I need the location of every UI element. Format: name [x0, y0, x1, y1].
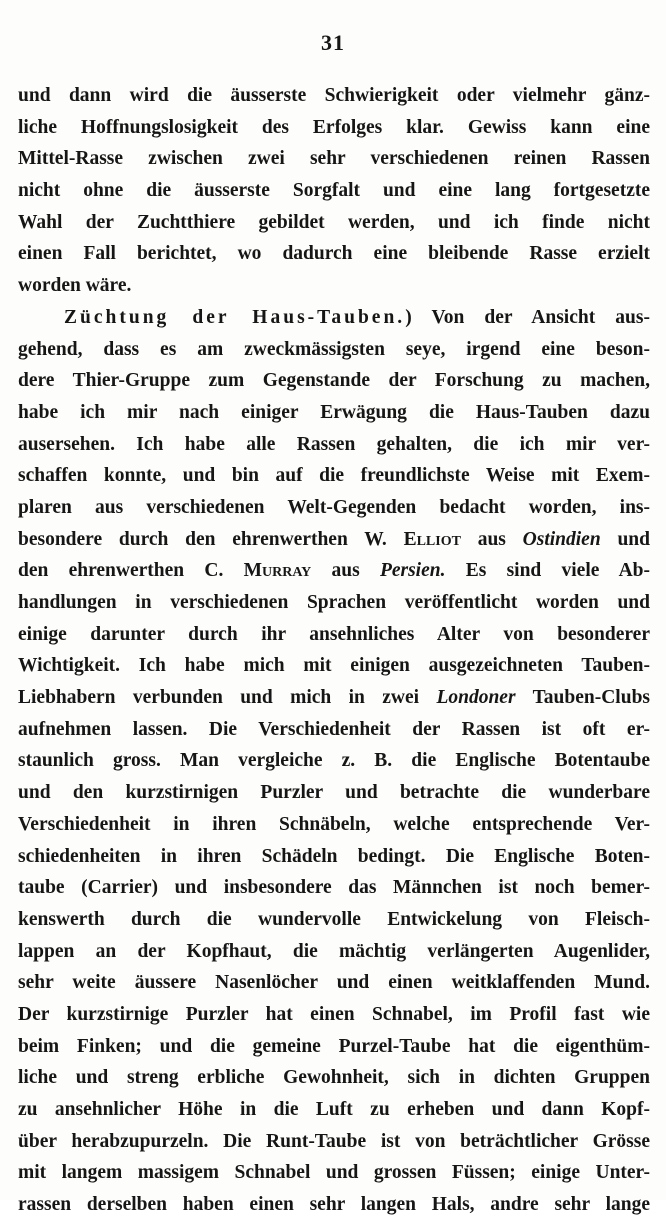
person-name: Murray: [243, 560, 312, 582]
text-line: nicht ohne die äusserste Sorgfalt und eine lang fortgesetzte: [18, 180, 650, 202]
text-span: aus: [460, 528, 523, 550]
text-line: schiedenheiten in ihren Schädeln bedingt. Die Englische Boten-: [18, 845, 650, 867]
place-name: Ostindien: [522, 528, 601, 550]
text-line: Der kurzstirnige Purzler hat einen Schnabel, im Profil fast wie: [18, 1003, 650, 1025]
text-line: einige darunter durch ihr ansehnliches Alter von besonderer: [18, 623, 650, 645]
text-line: [18, 555, 650, 587]
section-heading: Züchtung der Haus-Tauben.: [64, 306, 406, 328]
section-heading-line: [18, 302, 650, 334]
text-line: taube (Carrier) und insbesondere das Männchen ist noch bemer-: [18, 877, 650, 899]
text-line: über herabzupurzeln. Die Runt-Taube ist von beträchtlicher Grösse: [18, 1130, 650, 1152]
text-line: und dann wird die äusserste Schwierigkeit oder vielmehr gänz-: [18, 85, 650, 106]
text-line: rassen derselben haben einen sehr langen Hals, andre sehr lange: [18, 1194, 650, 1216]
text-line: dere Thier-Gruppe zum Gegenstande der Forschung zu machen,: [18, 370, 650, 392]
text-line: ausersehen. Ich habe alle Rassen gehalten, die ich mir ver-: [18, 433, 650, 455]
text-span: besondere durch den ehrenwerthen W.: [18, 528, 404, 550]
text-line: handlungen in verschiedenen Sprachen veröffentlicht worden und: [18, 592, 650, 613]
text-span: und: [600, 528, 650, 550]
text-line: liche Hoffnungslosigkeit des Erfolges klar. Gewiss kann eine: [18, 116, 650, 138]
text-line: beim Finken; und die gemeine Purzel-Taube hat die eigenthüm-: [18, 1035, 650, 1057]
text-line: lappen an der Kopfhaut, die mächtig verlängerten Augenlider,: [18, 940, 650, 962]
place-name: Londoner: [436, 687, 516, 709]
text-line: aufnehmen lassen. Die Verschiedenheit der Rassen ist oft er-: [18, 718, 650, 740]
text-span: Liebhabern verbunden und mich in zwei: [18, 687, 437, 709]
text-line: gehend, dass es am zweckmässigsten seye, irgend eine beson-: [18, 338, 650, 360]
text-line: Mittel-Rasse zwischen zwei sehr verschiedenen reinen Rassen: [18, 148, 650, 170]
text-line: Wahl der Zuchtthiere gebildet werden, und ich finde nicht: [18, 211, 650, 233]
text-line: [18, 524, 650, 556]
text-line: Wichtigkeit. Ich habe mich mit einigen ausgezeichneten Tauben-: [18, 655, 650, 677]
text-line: staunlich gross. Man vergleiche z. B. die Englische Botentaube: [18, 750, 650, 772]
person-name: Elliot: [403, 528, 461, 550]
place-name: Persien.: [379, 560, 446, 582]
text-span: ) Von der Ansicht aus-: [405, 306, 650, 328]
text-line: und den kurzstirnigen Purzler und betrachte die wunderbare: [18, 782, 650, 804]
text-line: zu ansehnlicher Höhe in die Luft zu erheben und dann Kopf-: [18, 1099, 650, 1120]
text-span: Es sind viele Ab-: [445, 560, 650, 582]
text-line: schaffen konnte, und bin auf die freundlichste Weise mit Exem-: [18, 465, 650, 487]
text-line: kenswerth durch die wundervolle Entwickelung von Fleisch-: [18, 908, 650, 930]
body-text: [18, 80, 650, 1221]
text-line: liche und streng erbliche Gewohnheit, sich in dichten Gruppen: [18, 1067, 650, 1089]
text-span: den ehrenwerthen C.: [18, 560, 244, 582]
text-span: Tauben-Clubs: [515, 687, 650, 709]
text-span: aus: [311, 560, 380, 582]
text-line: habe ich mir nach einiger Erwägung die Haus-Tauben dazu: [18, 401, 650, 423]
text-line: sehr weite äussere Nasenlöcher und einen weitklaffenden Mund.: [18, 972, 650, 994]
text-line: mit langem massigem Schnabel und grossen Füssen; einige Unter-: [18, 1162, 650, 1184]
text-line: einen Fall berichtet, wo dadurch eine bleibende Rasse erzielt: [18, 243, 650, 265]
page-number: 31: [321, 30, 345, 55]
text-line: worden wäre.: [18, 275, 132, 297]
text-line: plaren aus verschiedenen Welt-Gegenden bedacht worden, ins-: [18, 496, 650, 518]
text-line: Verschiedenheit in ihren Schnäbeln, welche entsprechende Ver-: [18, 813, 650, 835]
text-line: [18, 682, 650, 714]
